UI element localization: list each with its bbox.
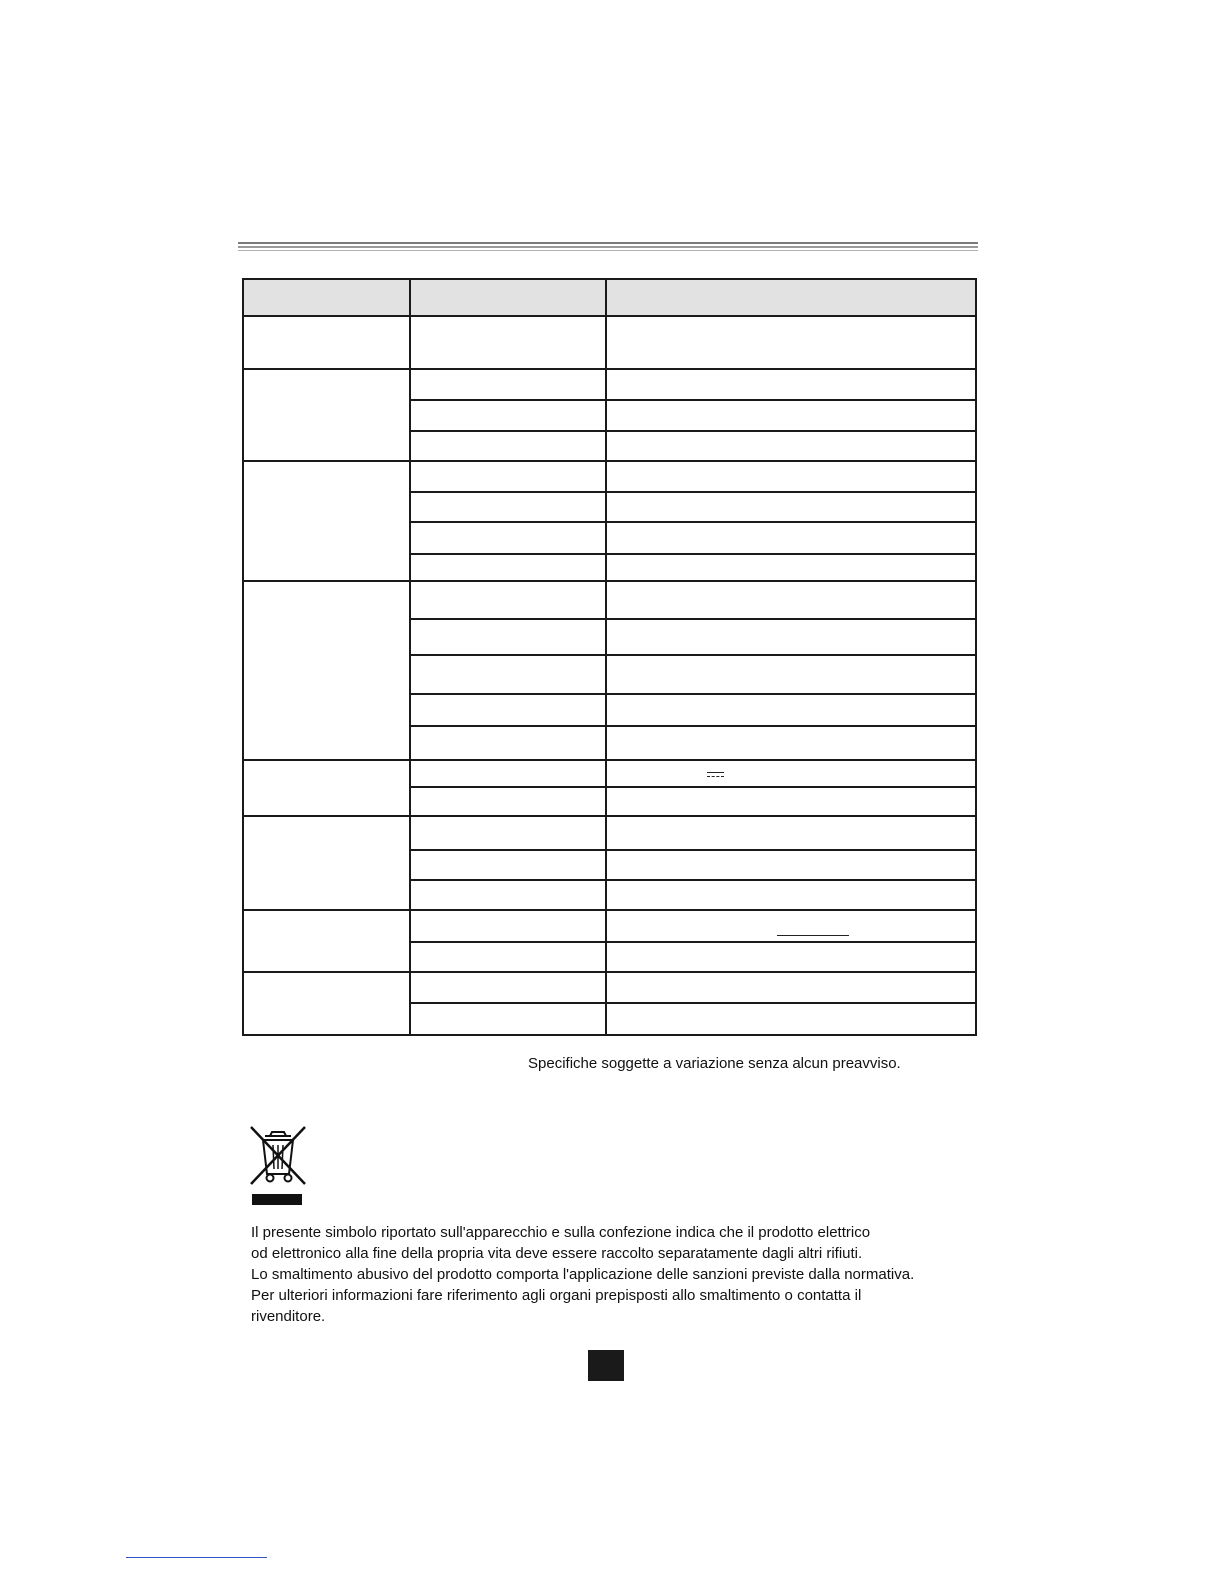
value-cell: [606, 726, 976, 760]
parameter-cell: [410, 880, 606, 910]
parameter-cell: [410, 554, 606, 581]
value-cell: [606, 581, 976, 619]
parameter-cell: [410, 492, 606, 522]
value-cell: [606, 369, 976, 400]
disposal-line: Lo smaltimento abusivo del prodotto comporta l'applicazione delle sanzioni previste dalla normativa.: [251, 1266, 915, 1283]
value-cell: [606, 522, 976, 554]
value-cell: [606, 316, 976, 369]
table-row: [243, 816, 976, 850]
value-cell: [606, 400, 976, 431]
parameter-cell: [410, 400, 606, 431]
parameter-cell: [410, 942, 606, 972]
parameter-cell: [410, 316, 606, 369]
disposal-line: rivenditore.: [251, 1308, 326, 1325]
parameter-cell: [410, 431, 606, 461]
table-row: [243, 316, 976, 369]
value-cell: [606, 850, 976, 880]
parameter-cell: [410, 816, 606, 850]
category-cell: [243, 972, 410, 1035]
value-cell: [606, 655, 976, 694]
section-rule-top: [238, 242, 978, 244]
value-cell: [606, 431, 976, 461]
table-row: [243, 581, 976, 619]
value-cell: [606, 1003, 976, 1035]
value-cell: [606, 461, 976, 492]
underline-mark: [777, 935, 849, 936]
value-cell: [606, 910, 976, 942]
parameter-cell: [410, 1003, 606, 1035]
parameter-cell: [410, 694, 606, 726]
category-cell: [243, 910, 410, 972]
dc-current-symbol-icon: [707, 772, 724, 778]
category-cell: [243, 369, 410, 461]
table-row: [243, 461, 976, 492]
section-rule-bottom: [238, 250, 978, 251]
disposal-line: Il presente simbolo riportato sull'apparecchio e sulla confezione indica che il prodotto elettrico: [251, 1224, 871, 1241]
category-cell: [243, 461, 410, 581]
section-rule-middle: [238, 246, 978, 248]
parameter-cell: [410, 972, 606, 1003]
crossed-out-wheeled-bin-icon: [248, 1124, 308, 1210]
table-row: [243, 760, 976, 787]
parameter-cell: [410, 655, 606, 694]
value-cell: [606, 554, 976, 581]
disposal-line: Per ulteriori informazioni fare riferimento agli organi prepisposti allo smaltimento o contatta il: [251, 1287, 862, 1304]
table-header-cell: [410, 279, 606, 316]
specifications-footnote: Specifiche soggette a variazione senza alcun preavviso.: [528, 1055, 901, 1072]
category-cell: [243, 581, 410, 760]
parameter-cell: [410, 760, 606, 787]
value-cell: [606, 694, 976, 726]
parameter-cell: [410, 787, 606, 816]
parameter-cell: [410, 850, 606, 880]
category-cell: [243, 816, 410, 910]
category-cell: [243, 760, 410, 816]
parameter-cell: [410, 369, 606, 400]
footer-line: [126, 1557, 267, 1558]
specifications-table: [242, 278, 977, 1036]
value-cell: [606, 492, 976, 522]
disposal-notice: [251, 1222, 1011, 1327]
value-cell: [606, 816, 976, 850]
value-cell: [606, 942, 976, 972]
table-row: [243, 972, 976, 1003]
value-cell: [606, 972, 976, 1003]
category-cell: [243, 316, 410, 369]
table-header-cell: [243, 279, 410, 316]
parameter-cell: [410, 581, 606, 619]
table-header-row: [243, 279, 976, 316]
parameter-cell: [410, 461, 606, 492]
parameter-cell: [410, 910, 606, 942]
value-cell: [606, 619, 976, 655]
parameter-cell: [410, 522, 606, 554]
value-cell: [606, 760, 976, 787]
table-row: [243, 910, 976, 942]
parameter-cell: [410, 619, 606, 655]
disposal-line: od elettronico alla fine della propria vita deve essere raccolto separatamente dagli altri rifiuti.: [251, 1245, 863, 1262]
page-number-box: [588, 1350, 624, 1381]
value-cell: [606, 880, 976, 910]
parameter-cell: [410, 726, 606, 760]
value-cell: [606, 787, 976, 816]
table-header-cell: [606, 279, 976, 316]
table-row: [243, 369, 976, 400]
